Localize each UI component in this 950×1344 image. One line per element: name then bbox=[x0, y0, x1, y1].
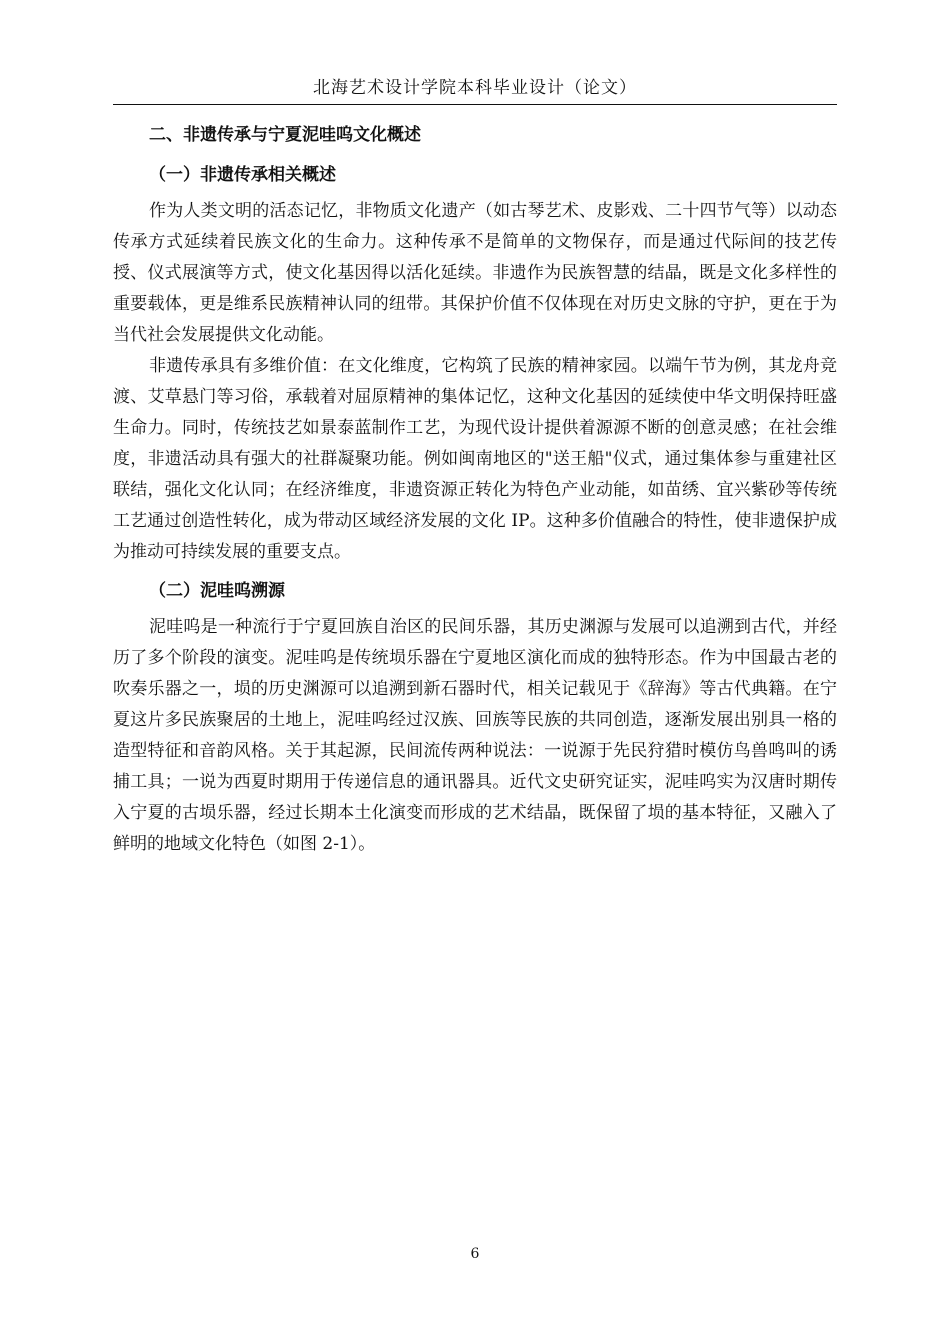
subsection-heading-1: （一）非遗传承相关概述 bbox=[149, 165, 336, 185]
section-heading: 二、非遗传承与宁夏泥哇呜文化概述 bbox=[149, 125, 421, 145]
paragraph-1: 作为人类文明的活态记忆，非物质文化遗产（如古琴艺术、皮影戏、二十四节气等）以动态传承方式延续着民族文化的生命力。这种传承不是简单的文物保存，而是通过代际间的技艺传授、仪式展演等方式，使文化基因得以活化延续。非遗作为民族智慧的结晶，既是文化多样性的重要载体，更是维系民族精神认同的纽带。其保护价值不仅体现在对历史文脉的守护，更在于为当代社会发展提供文化动能。 bbox=[113, 201, 837, 345]
document-body bbox=[113, 120, 837, 860]
paragraph-3: 泥哇呜是一种流行于宁夏回族自治区的民间乐器，其历史渊源与发展可以追溯到古代，并经历了多个阶段的演变。泥哇呜是传统埙乐器在宁夏地区演化而成的独特形态。作为中国最古老的吹奏乐器之一，埙的历史渊源可以追溯到新石器时代，相关记载见于《辞海》等古代典籍。在宁夏这片多民族聚居的土地上，泥哇呜经过汉族、回族等民族的共同创造，逐渐发展出别具一格的造型特征和音韵风格。关于其起源，民间流传两种说法：一说源于先民狩猎时模仿鸟兽鸣叫的诱捕工具；一说为西夏时期用于传递信息的通讯器具。近代文史研究证实，泥哇呜实为汉唐时期传入宁夏的古埙乐器，经过长期本土化演变而形成的艺术结晶，既保留了埙的基本特征，又融入了鲜明的地域文化特色（如图 2-1）。 bbox=[113, 617, 837, 854]
header-rule bbox=[113, 104, 837, 105]
subsection-heading-2: （二）泥哇呜溯源 bbox=[149, 581, 285, 601]
page-number: 6 bbox=[470, 1246, 480, 1262]
page-header: 北海艺术设计学院本科毕业设计（论文） bbox=[313, 78, 637, 98]
paragraph-2: 非遗传承具有多维价值：在文化维度，它构筑了民族的精神家园。以端午节为例，其龙舟竞渡、艾草悬门等习俗，承载着对屈原精神的集体记忆，这种文化基因的延续使中华文明保持旺盛生命力。同时，传统技艺如景泰蓝制作工艺，为现代设计提供着源源不断的创意灵感；在社会维度，非遗活动具有强大的社群凝聚功能。例如闽南地区的"送王船"仪式，通过集体参与重建社区联结，强化文化认同；在经济维度，非遗资源正转化为特色产业动能，如苗绣、宜兴紫砂等传统工艺通过创造性转化，成为带动区域经济发展的文化 IP。这种多价值融合的特性，使非遗保护成为推动可持续发展的重要支点。 bbox=[113, 356, 837, 562]
